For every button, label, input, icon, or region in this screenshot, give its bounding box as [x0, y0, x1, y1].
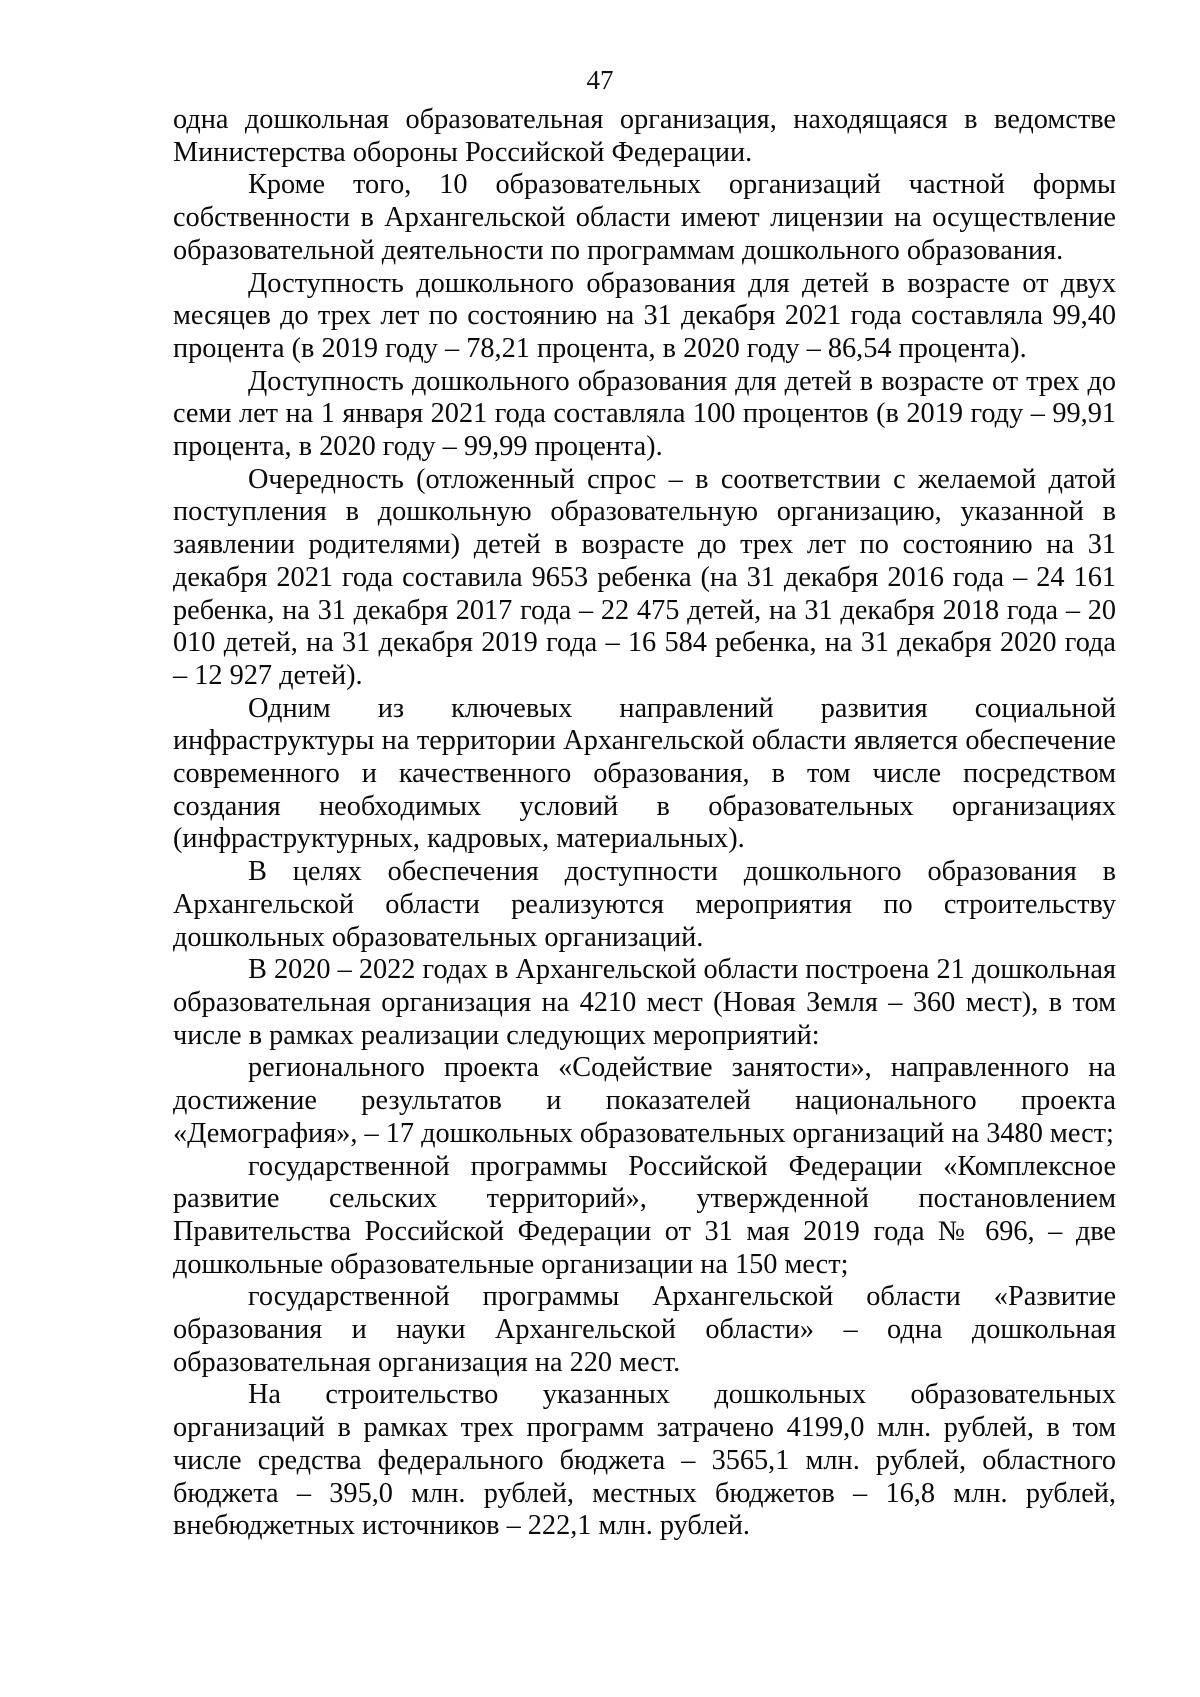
paragraph-3: Доступность дошкольного образования для детей в возрасте от двух месяцев до трех лет по состоянию на 31 декабря 2021 года составляла 99,40 процента (в 2019 году – 78,21 процента, в 2020 году – 86,54 процента).: [173, 267, 1116, 364]
document-body: [173, 104, 1116, 1543]
page-number: 47: [586, 65, 614, 95]
paragraph-4: Доступность дошкольного образования для детей в возрасте от трех до семи лет на 1 января 2021 года составляла 100 процентов (в 2019 году – 99,91 процента, в 2020 году – 99,99 процента).: [173, 365, 1116, 463]
paragraph-5: Очередность (отложенный спрос – в соответствии с желаемой датой поступления в дошкольную образовательную организацию, указанной в заявлении родителями) детей в возрасте до трех лет по состоянию на 31 декабря 2021 года составила 9653 ребенка (на 31 декабря 2016 года – 24 161 ребенка, на 31 декабря 2017 года – 22 475 детей, на 31 декабря 2018 года – 20 010 детей, на 31 декабря 2019 года – 16 584 ребенка, на 31 декабря 2020 года – 12 927 детей).: [173, 463, 1116, 691]
paragraph-9: регионального проекта «Содействие занятости», направленного на достижение результатов и показателей национального проекта «Демография», – 17 дошкольных образовательных организаций на 3480 мест;: [173, 1052, 1116, 1149]
paragraph-2: Кроме того, 10 образовательных организаций частной формы собственности в Архангельской области имеют лицензии на осуществление образовательной деятельности по программам дошкольного образования.: [173, 169, 1116, 266]
paragraph-6: Одним из ключевых направлений развития социальной инфраструктуры на территории Архангельской области является обеспечение современного и качественного образования, в том числе посредством создания необходимых условий в образовательных организациях (инфраструктурных, кадровых, материальных).: [173, 692, 1116, 855]
paragraph-11: государственной программы Архангельской области «Развитие образования и науки Архангельской области» – одна дошкольная образовательная организация на 220 мест.: [173, 1281, 1116, 1378]
paragraph-8: В 2020 – 2022 годах в Архангельской области построена 21 дошкольная образовательная организация на 4210 мест (Новая Земля – 360 мест), в том числе в рамках реализации следующих мероприятий:: [173, 954, 1116, 1051]
paragraph-10: государственной программы Российской Федерации «Комплексное развитие сельских территорий», утвержденной постановлением Правительства Российской Федерации от 31 мая 2019 года № 696, – две дошкольные образовательные организации на 150 мест;: [173, 1150, 1116, 1280]
paragraph-12: На строительство указанных дошкольных образовательных организаций в рамках трех программ затрачено 4199,0 млн. рублей, в том числе средства федерального бюджета – 3565,1 млн. рублей, областного бюджета – 395,0 млн. рублей, местных бюджетов – 16,8 млн. рублей, внебюджетных источников – 222,1 млн. рублей.: [173, 1379, 1116, 1542]
paragraph-7: В целях обеспечения доступности дошкольного образования в Архангельской области реализуются мероприятия по строительству дошкольных образовательных организаций.: [173, 856, 1116, 953]
paragraph-1: одна дошкольная образовательная организация, находящаяся в ведомстве Министерства обороны Российской Федерации.: [173, 104, 1116, 168]
